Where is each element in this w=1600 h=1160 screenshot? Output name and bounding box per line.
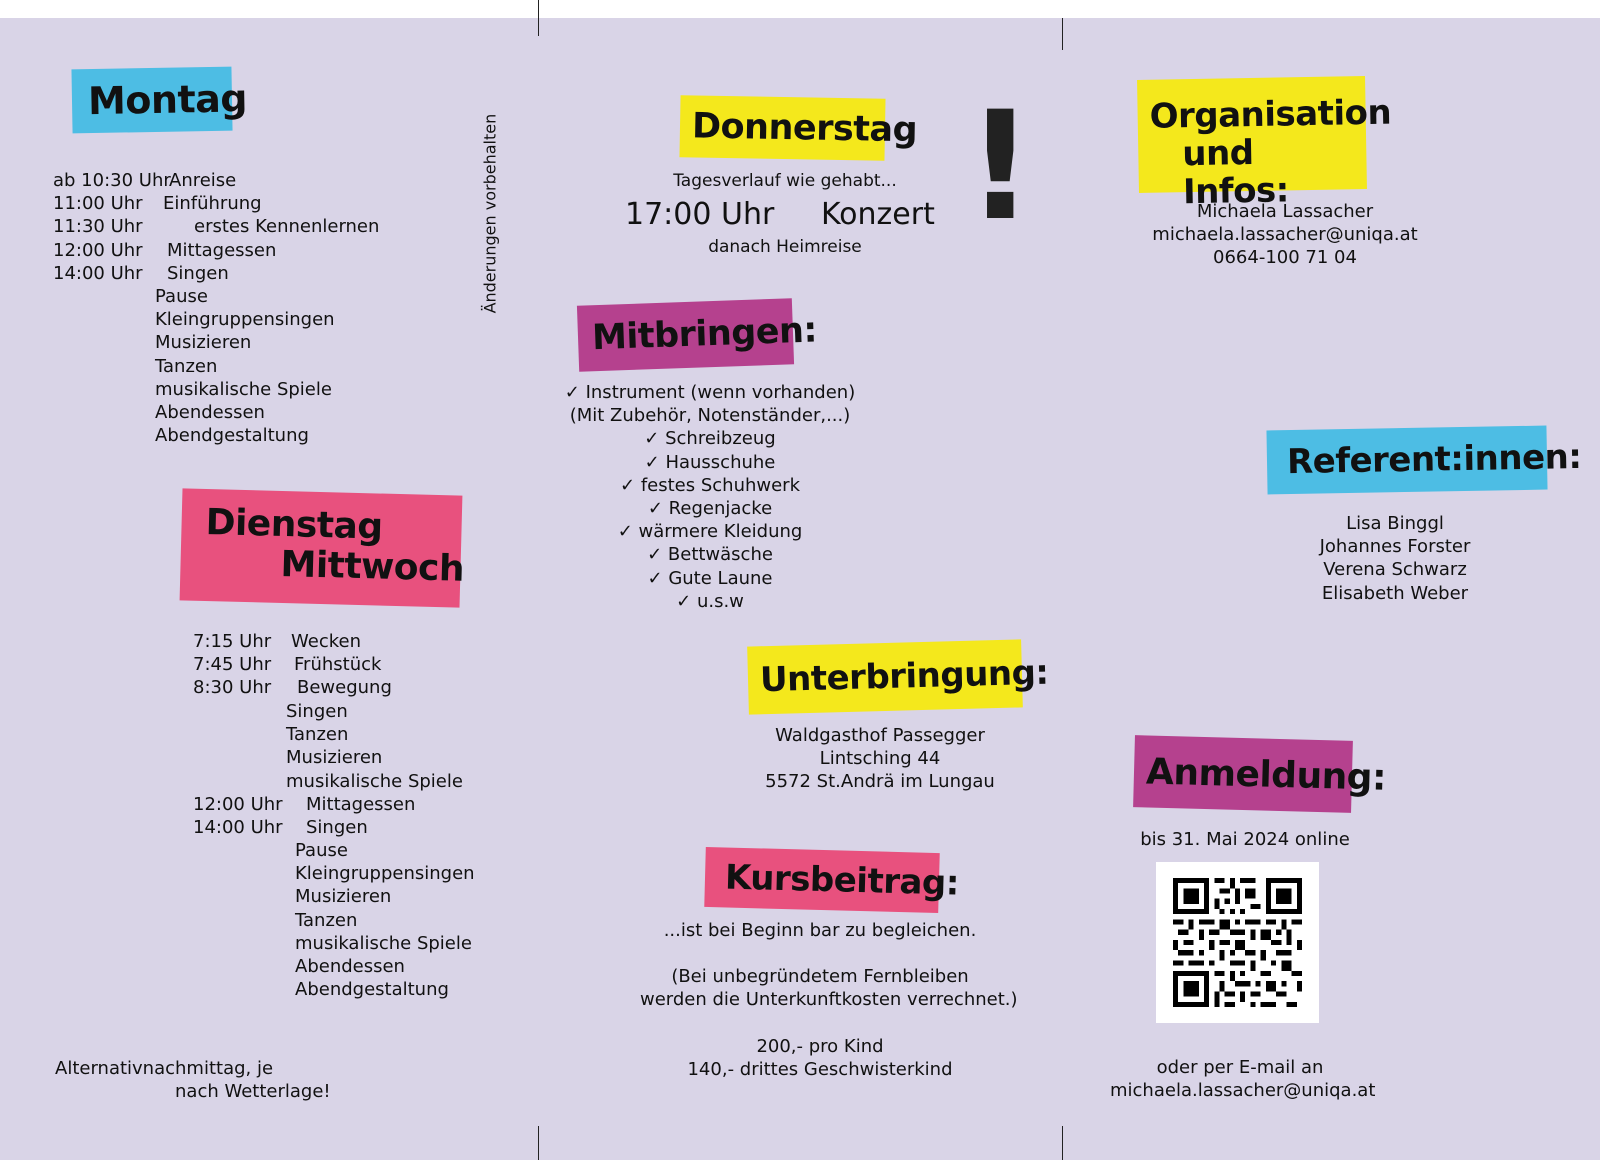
checklist-item bbox=[560, 497, 860, 520]
checklist-text: Hausschuhe bbox=[665, 451, 776, 473]
donnerstag-heading-text: Donnerstag bbox=[691, 106, 918, 151]
unterbringung-heading bbox=[747, 639, 1050, 714]
list-item: musikalische Spiele bbox=[286, 770, 463, 792]
schedule-activity: Einführung bbox=[163, 193, 262, 215]
list-item: musikalische Spiele bbox=[295, 932, 472, 954]
schedule-row bbox=[193, 630, 392, 653]
list-item: Pause bbox=[295, 840, 348, 861]
check-icon: ✓ bbox=[617, 521, 633, 543]
schedule-row bbox=[53, 192, 379, 215]
schedule-time: ab 10:30 Uhr bbox=[53, 170, 171, 191]
list-item: Musizieren bbox=[295, 886, 392, 908]
contact-email[interactable]: michaela.lassacher@uniqa.at bbox=[1152, 224, 1418, 246]
checklist-text: Bettwäsche bbox=[667, 544, 773, 566]
organisation-heading-text: Organisation bbox=[1149, 92, 1392, 137]
schedule-activity: Singen bbox=[167, 262, 229, 284]
anmeldung-heading bbox=[1133, 735, 1387, 813]
spacer bbox=[640, 942, 1000, 965]
mitbringen-heading-text: Mitbringen: bbox=[591, 310, 818, 359]
schedule-row bbox=[53, 169, 379, 192]
check-icon: ✓ bbox=[644, 451, 660, 473]
donnerstag-intro bbox=[620, 170, 950, 193]
checklist-text: Regenjacke bbox=[668, 498, 773, 520]
referenten-heading-text: Referent:innen: bbox=[1286, 436, 1582, 483]
mitbringen-heading bbox=[577, 298, 818, 371]
schedule-row bbox=[53, 215, 379, 238]
dienstag-schedule-afternoon bbox=[193, 793, 415, 839]
schedule-activity: Singen bbox=[306, 817, 368, 839]
kursbeitrag-heading bbox=[704, 847, 960, 913]
konzert-event: Konzert bbox=[821, 197, 935, 232]
kursbeitrag-line: werden die Unterkunftkosten verrechnet.) bbox=[640, 989, 1018, 1011]
list-item: musikalische Spiele bbox=[155, 378, 332, 400]
dienstag-afternoon bbox=[295, 839, 475, 1001]
checklist-text: Gute Laune bbox=[668, 567, 773, 589]
schedule-time: 14:00 Uhr bbox=[53, 262, 143, 284]
list-item: Tanzen bbox=[155, 355, 218, 377]
checklist-item bbox=[560, 381, 860, 404]
donnerstag-outro bbox=[620, 236, 950, 259]
checklist-item bbox=[560, 520, 860, 543]
check-icon: ✓ bbox=[644, 428, 660, 450]
dienstag-morning bbox=[286, 700, 463, 793]
konzert-line bbox=[625, 196, 935, 234]
side-note-vertical bbox=[478, 109, 501, 319]
kursbeitrag-heading-text: Kursbeitrag: bbox=[724, 857, 960, 904]
schedule-time: 8:30 Uhr bbox=[193, 677, 272, 699]
qr-code[interactable] bbox=[1156, 862, 1319, 1023]
contact-name: Michaela Lassacher bbox=[1196, 201, 1374, 222]
dienstag-heading-text: Dienstag bbox=[205, 501, 384, 548]
alternative-line-2: nach Wetterlage! bbox=[175, 1081, 331, 1103]
list-item: Abendessen bbox=[295, 956, 405, 978]
qr-code-icon bbox=[1172, 878, 1303, 1007]
list-item: Kleingruppensingen bbox=[295, 863, 475, 885]
donnerstag-heading bbox=[679, 95, 918, 161]
donnerstag-intro-text: Tagesverlauf wie gehabt... bbox=[673, 171, 897, 191]
list-item: Kleingruppensingen bbox=[155, 309, 335, 331]
checklist-text: Instrument (wenn vorhanden) bbox=[585, 382, 856, 403]
schedule-activity: Mittagessen bbox=[167, 239, 277, 261]
mittwoch-heading-text: Mittwoch bbox=[280, 543, 465, 590]
dienstag-mittwoch-heading bbox=[180, 488, 463, 607]
schedule-activity: Wecken bbox=[291, 631, 361, 652]
check-icon: ✓ bbox=[647, 498, 663, 520]
anmeldung-email[interactable]: michaela.lassacher@uniqa.at bbox=[1110, 1080, 1376, 1102]
spacer bbox=[640, 1012, 1000, 1035]
schedule-time: 7:15 Uhr bbox=[193, 631, 272, 652]
checklist-item bbox=[560, 590, 860, 613]
schedule-time: 11:00 Uhr bbox=[53, 193, 143, 215]
check-icon: ✓ bbox=[564, 382, 580, 403]
check-icon: ✓ bbox=[619, 474, 636, 496]
referent-name: Verena Schwarz bbox=[1323, 559, 1467, 581]
list-item: Musizieren bbox=[155, 332, 252, 354]
referenten-heading bbox=[1266, 426, 1582, 495]
list-item: Musizieren bbox=[286, 747, 383, 769]
checklist-text: festes Schuhwerk bbox=[640, 474, 800, 496]
list-item: Tanzen bbox=[295, 909, 358, 931]
schedule-row bbox=[53, 262, 379, 285]
checklist-note: (Mit Zubehör, Notenständer,...) bbox=[569, 405, 851, 427]
checklist-item bbox=[560, 427, 860, 450]
schedule-activity: Frühstück bbox=[294, 654, 382, 676]
anmeldung-deadline bbox=[1130, 828, 1360, 851]
schedule-row bbox=[53, 239, 379, 262]
check-icon: ✓ bbox=[647, 567, 663, 589]
list-item: Tanzen bbox=[286, 724, 349, 746]
schedule-row bbox=[193, 653, 392, 676]
kursbeitrag-price: 200,- pro Kind bbox=[756, 1035, 884, 1057]
checklist-item bbox=[560, 543, 860, 566]
donnerstag-outro-text: danach Heimreise bbox=[708, 237, 862, 257]
checklist-item bbox=[560, 474, 860, 497]
anmeldung-deadline-text: bis 31. Mai 2024 online bbox=[1140, 829, 1350, 850]
exclamation-text: ! bbox=[966, 80, 1035, 254]
mitbringen-list bbox=[560, 381, 860, 613]
anmeldung-alternative bbox=[1110, 1056, 1376, 1102]
list-item: Singen bbox=[286, 701, 348, 722]
checklist-text: Schreibzeug bbox=[665, 428, 776, 450]
kursbeitrag-price: 140,- drittes Geschwisterkind bbox=[687, 1058, 953, 1080]
anmeldung-heading-text: Anmeldung: bbox=[1145, 750, 1387, 799]
schedule-time: 14:00 Uhr bbox=[193, 817, 283, 839]
montag-heading bbox=[71, 67, 248, 134]
list-item: Pause bbox=[155, 286, 208, 307]
address-line: Waldgasthof Passegger bbox=[775, 725, 985, 746]
address-line: 5572 St.Andrä im Lungau bbox=[765, 771, 995, 793]
side-note-text: Änderungen vorbehalten bbox=[480, 113, 500, 314]
montag-heading-text: Montag bbox=[87, 76, 248, 124]
schedule-row bbox=[193, 676, 392, 699]
alternative-line-1: Alternativnachmittag, je bbox=[55, 1058, 274, 1079]
schedule-time: 7:45 Uhr bbox=[193, 654, 272, 676]
list-item: Abendgestaltung bbox=[295, 979, 449, 1001]
montag-continued bbox=[155, 285, 335, 447]
check-icon: ✓ bbox=[647, 544, 663, 566]
schedule-time: 12:00 Uhr bbox=[193, 794, 283, 815]
checklist-item bbox=[560, 451, 860, 474]
checklist-text: wärmere Kleidung bbox=[638, 521, 803, 543]
referent-name: Elisabeth Weber bbox=[1321, 582, 1469, 604]
schedule-activity: Anreise bbox=[169, 170, 237, 191]
konzert-time: 17:00 Uhr bbox=[625, 197, 775, 232]
checklist-text: u.s.w bbox=[696, 590, 744, 612]
contact-phone: 0664-100 71 04 bbox=[1213, 247, 1357, 269]
exclamation-mark bbox=[966, 82, 1034, 252]
address-line: Lintsching 44 bbox=[819, 748, 941, 770]
dienstag-schedule bbox=[193, 630, 392, 700]
schedule-activity: Mittagessen bbox=[306, 794, 416, 815]
schedule-activity: erstes Kennenlernen bbox=[194, 216, 380, 238]
schedule-row bbox=[193, 816, 415, 839]
kursbeitrag-line: (Bei unbegründetem Fernbleiben bbox=[671, 966, 969, 988]
anmeldung-alt-line: oder per E-mail an bbox=[1156, 1057, 1324, 1078]
kursbeitrag-text bbox=[640, 919, 1018, 1081]
check-icon: ✓ bbox=[676, 590, 692, 612]
schedule-activity: Bewegung bbox=[297, 677, 392, 699]
kursbeitrag-line: ...ist bei Beginn bar zu begleichen. bbox=[663, 920, 977, 941]
infos-heading-text: und Infos: bbox=[1181, 132, 1290, 213]
referenten-names bbox=[1285, 512, 1505, 605]
list-item: Abendgestaltung bbox=[155, 425, 309, 447]
montag-schedule bbox=[53, 169, 379, 285]
checklist-item bbox=[560, 567, 860, 590]
fold-mark-top-left bbox=[538, 0, 539, 36]
alternative-note bbox=[55, 1057, 331, 1103]
schedule-row bbox=[193, 793, 415, 816]
organisation-contact bbox=[1140, 200, 1430, 270]
referent-name: Johannes Forster bbox=[1319, 536, 1471, 558]
list-item: Abendessen bbox=[155, 402, 265, 424]
fold-mark-bottom-right bbox=[1062, 1126, 1063, 1160]
referent-name: Lisa Binggl bbox=[1346, 513, 1444, 534]
schedule-time: 11:30 Uhr bbox=[53, 216, 143, 238]
fold-mark-top-right bbox=[1062, 18, 1063, 50]
unterbringung-address bbox=[750, 724, 1010, 794]
fold-mark-bottom-left bbox=[538, 1126, 539, 1160]
schedule-time: 12:00 Uhr bbox=[53, 239, 143, 261]
unterbringung-heading-text: Unterbringung: bbox=[759, 652, 1050, 701]
